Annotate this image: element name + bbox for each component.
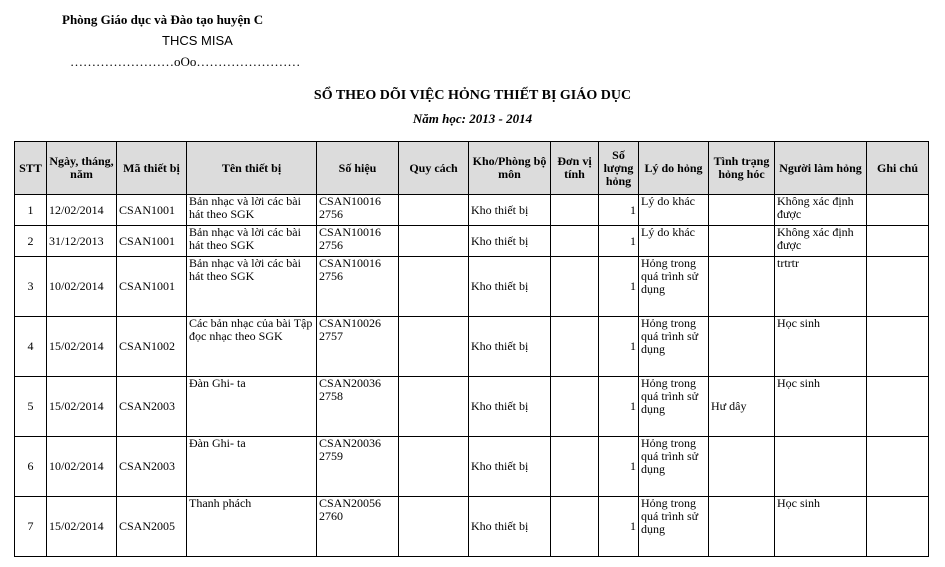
cell-date: 15/02/2014: [47, 497, 117, 557]
col-code: Mã thiết bị: [117, 142, 187, 195]
cell-stt: 6: [15, 437, 47, 497]
cell-code: CSAN1001: [117, 257, 187, 317]
cell-store: Kho thiết bị: [469, 377, 551, 437]
cell-date: 15/02/2014: [47, 317, 117, 377]
cell-name: Bản nhạc và lời các bài hát theo SGK: [187, 226, 317, 257]
cell-date: 15/02/2014: [47, 377, 117, 437]
cell-serial: CSAN10016 2756: [317, 257, 399, 317]
col-unit: Đơn vị tính: [551, 142, 599, 195]
table-header-row: [15, 142, 929, 195]
cell-note: [867, 437, 929, 497]
cell-code: CSAN2005: [117, 497, 187, 557]
cell-serial: CSAN10016 2756: [317, 195, 399, 226]
cell-qty: 1: [599, 226, 639, 257]
table-row: [15, 226, 929, 257]
cell-store: Kho thiết bị: [469, 257, 551, 317]
cell-name: Bản nhạc và lời các bài hát theo SGK: [187, 195, 317, 226]
cell-status: [709, 195, 775, 226]
col-date: Ngày, tháng, năm: [47, 142, 117, 195]
cell-note: [867, 195, 929, 226]
cell-unit: [551, 377, 599, 437]
col-serial: Số hiệu: [317, 142, 399, 195]
cell-code: CSAN1002: [117, 317, 187, 377]
cell-spec: [399, 377, 469, 437]
col-spec: Quy cách: [399, 142, 469, 195]
cell-stt: 3: [15, 257, 47, 317]
cell-note: [867, 497, 929, 557]
cell-reason: Lý do khác: [639, 226, 709, 257]
cell-qty: 1: [599, 317, 639, 377]
table-row: [15, 437, 929, 497]
cell-person: trtrtr: [775, 257, 867, 317]
col-name: Tên thiết bị: [187, 142, 317, 195]
cell-status: [709, 497, 775, 557]
cell-qty: 1: [599, 257, 639, 317]
cell-unit: [551, 497, 599, 557]
col-reason: Lý do hỏng: [639, 142, 709, 195]
cell-serial: CSAN20036 2758: [317, 377, 399, 437]
cell-date: 31/12/2013: [47, 226, 117, 257]
table-row: [15, 317, 929, 377]
cell-name: Đàn Ghi- ta: [187, 437, 317, 497]
org-name: Phòng Giáo dục và Đào tạo huyện C: [62, 12, 264, 27]
cell-name: Đàn Ghi- ta: [187, 377, 317, 437]
cell-spec: [399, 497, 469, 557]
cell-unit: [551, 195, 599, 226]
cell-serial: CSAN20036 2759: [317, 437, 399, 497]
table-row: [15, 377, 929, 437]
cell-name: Các bản nhạc của bài Tập đọc nhạc theo SGK: [187, 317, 317, 377]
cell-unit: [551, 257, 599, 317]
cell-person: Học sinh: [775, 317, 867, 377]
cell-spec: [399, 317, 469, 377]
cell-name: Thanh phách: [187, 497, 317, 557]
cell-serial: CSAN20056 2760: [317, 497, 399, 557]
cell-status: Hư dây: [709, 377, 775, 437]
cell-code: CSAN2003: [117, 437, 187, 497]
cell-stt: 5: [15, 377, 47, 437]
cell-date: 12/02/2014: [47, 195, 117, 226]
cell-code: CSAN2003: [117, 377, 187, 437]
separator-line: ……………………oOo……………………: [70, 54, 301, 69]
cell-note: [867, 377, 929, 437]
cell-qty: 1: [599, 377, 639, 437]
cell-person: Không xác định được: [775, 226, 867, 257]
cell-note: [867, 317, 929, 377]
cell-spec: [399, 437, 469, 497]
cell-spec: [399, 195, 469, 226]
cell-store: Kho thiết bị: [469, 195, 551, 226]
cell-code: CSAN1001: [117, 195, 187, 226]
col-person: Người làm hỏng: [775, 142, 867, 195]
cell-person: Học sinh: [775, 377, 867, 437]
page-title: SỔ THEO DÕI VIỆC HỎNG THIẾT BỊ GIÁO DỤC: [313, 88, 632, 103]
cell-qty: 1: [599, 497, 639, 557]
cell-store: Kho thiết bị: [469, 226, 551, 257]
cell-store: Kho thiết bị: [469, 437, 551, 497]
cell-serial: CSAN10016 2756: [317, 226, 399, 257]
cell-unit: [551, 226, 599, 257]
table-row: [15, 257, 929, 317]
cell-reason: Hỏng trong quá trình sử dụng: [639, 497, 709, 557]
table-row: [15, 497, 929, 557]
cell-serial: CSAN10026 2757: [317, 317, 399, 377]
cell-store: Kho thiết bị: [469, 497, 551, 557]
cell-qty: 1: [599, 437, 639, 497]
cell-reason: Hỏng trong quá trình sử dụng: [639, 377, 709, 437]
cell-date: 10/02/2014: [47, 437, 117, 497]
cell-unit: [551, 437, 599, 497]
col-store: Kho/Phòng bộ môn: [469, 142, 551, 195]
cell-name: Bản nhạc và lời các bài hát theo SGK: [187, 257, 317, 317]
col-qty: Số lượng hỏng: [599, 142, 639, 195]
cell-code: CSAN1001: [117, 226, 187, 257]
cell-person: Học sinh: [775, 497, 867, 557]
col-note: Ghi chú: [867, 142, 929, 195]
cell-store: Kho thiết bị: [469, 317, 551, 377]
col-status: Tình trạng hỏng hóc: [709, 142, 775, 195]
cell-spec: [399, 257, 469, 317]
cell-person: Không xác định được: [775, 195, 867, 226]
cell-stt: 2: [15, 226, 47, 257]
cell-stt: 1: [15, 195, 47, 226]
damage-log-table: [14, 141, 929, 557]
table-row: [15, 195, 929, 226]
cell-stt: 7: [15, 497, 47, 557]
cell-date: 10/02/2014: [47, 257, 117, 317]
cell-unit: [551, 317, 599, 377]
cell-reason: Lý do khác: [639, 195, 709, 226]
cell-status: [709, 317, 775, 377]
cell-reason: Hỏng trong quá trình sử dụng: [639, 437, 709, 497]
cell-status: [709, 226, 775, 257]
cell-qty: 1: [599, 195, 639, 226]
cell-status: [709, 437, 775, 497]
cell-note: [867, 226, 929, 257]
cell-status: [709, 257, 775, 317]
cell-reason: Hỏng trong quá trình sử dụng: [639, 317, 709, 377]
cell-stt: 4: [15, 317, 47, 377]
school-year: Năm học: 2013 - 2014: [412, 111, 533, 126]
school-name: THCS MISA: [162, 33, 233, 48]
cell-person: [775, 437, 867, 497]
cell-note: [867, 257, 929, 317]
col-stt: STT: [15, 142, 47, 195]
cell-reason: Hỏng trong quá trình sử dụng: [639, 257, 709, 317]
cell-spec: [399, 226, 469, 257]
